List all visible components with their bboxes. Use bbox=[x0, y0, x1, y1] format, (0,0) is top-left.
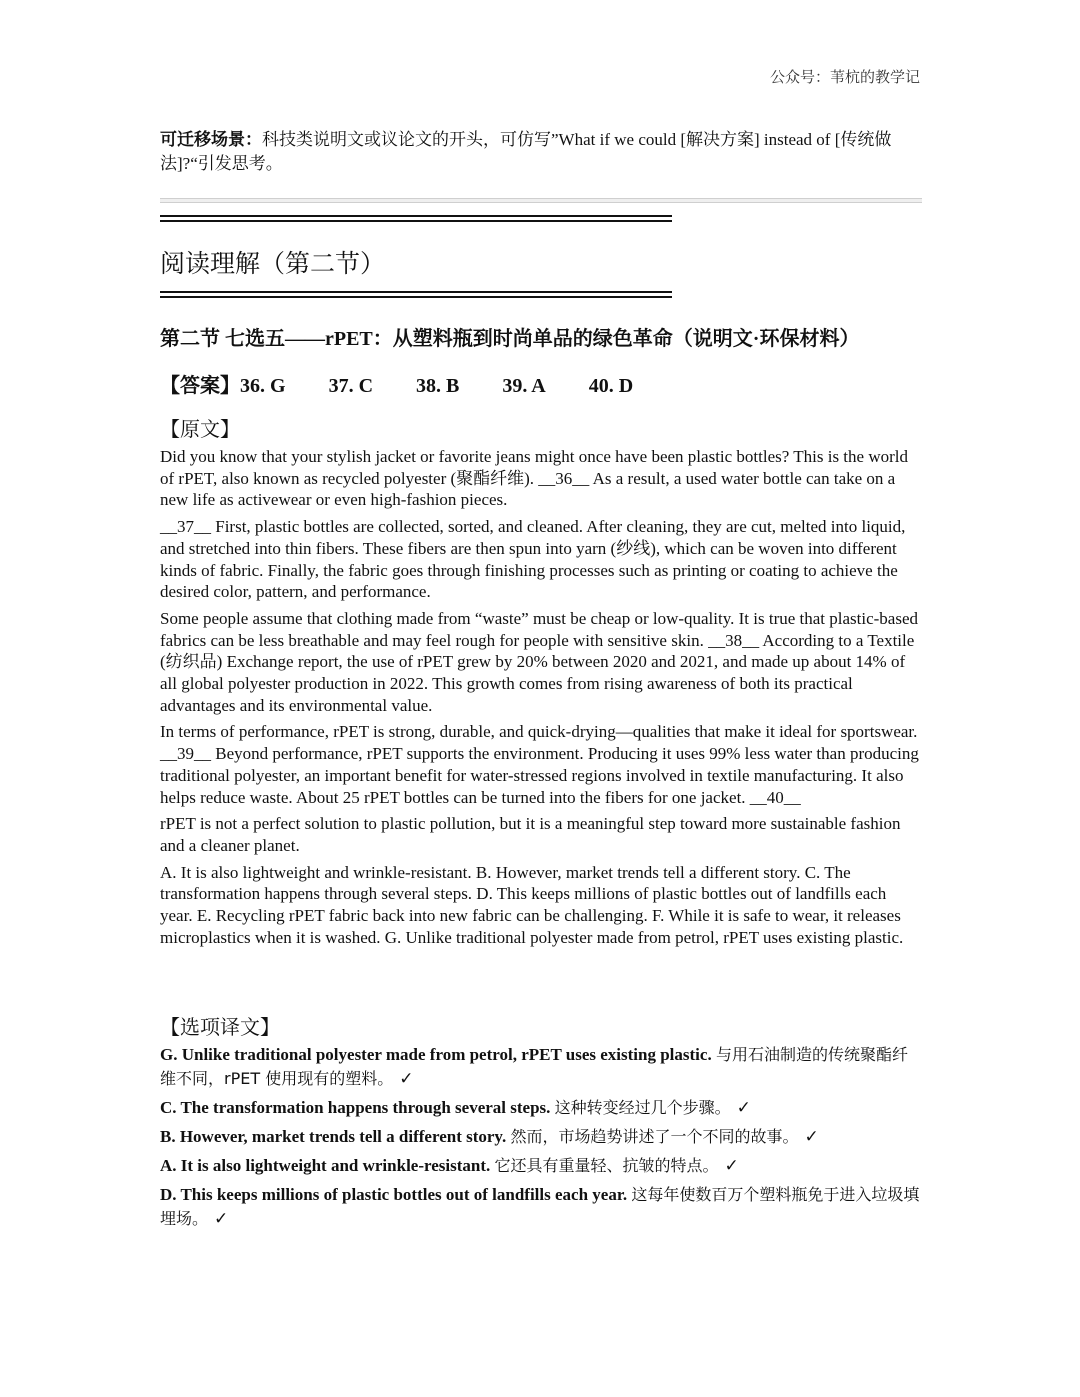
translation-zh: 它还具有重量轻、抗皱的特点。 bbox=[494, 1156, 719, 1175]
translation-zh: 这每年使数百万个塑料瓶免于进入垃圾填埋场。 bbox=[160, 1185, 920, 1228]
translation-en: C. The transformation happens through several steps. bbox=[160, 1098, 551, 1117]
translation-en: A. It is also lightweight and wrinkle-resistant. bbox=[160, 1156, 491, 1175]
translation-zh: 与用石油制造的传统聚酯纤维不同，rPET 使用现有的塑料。 bbox=[160, 1045, 908, 1088]
translation-item bbox=[160, 1125, 920, 1149]
section-divider bbox=[160, 198, 922, 203]
passage-paragraph: In terms of performance, rPET is strong, durable, and quick-drying—qualities that make it ideal for sportswear. __39__ Beyond performance, rPET supports the environment. Producing it uses 99% less water than producing traditional polyester, an important benefit for water-stressed regions involved in textile manufacturing. It also helps reduce waste. About 25 rPET bottles can be turned into the fibers for one jacket. __40__ bbox=[160, 722, 919, 807]
check-icon: ✓ bbox=[214, 1209, 229, 1229]
passage-paragraph: __37__ First, plastic bottles are collected, sorted, and cleaned. After cleaning, they are cut, melted into liquid, and stretched into thin fibers. These fibers are then spun into yarn (纱线), which can be woven into different kinds of fabric. Finally, the fabric goes through finishing processes such as printing or coating to achieve the desired color, pattern, and performance. bbox=[160, 517, 906, 602]
answer-item: 38. B bbox=[416, 375, 460, 397]
answer-label: 【答案】 bbox=[160, 375, 240, 397]
translation-en: G. Unlike traditional polyester made from petrol, rPET uses existing plastic. bbox=[160, 1045, 712, 1064]
passage-body bbox=[160, 446, 920, 953]
translation-item bbox=[160, 1096, 920, 1120]
check-icon: ✓ bbox=[724, 1156, 739, 1176]
title-rule-bottom bbox=[160, 291, 672, 298]
translation-heading: 【选项译文】 bbox=[160, 1017, 280, 1039]
check-icon: ✓ bbox=[399, 1069, 414, 1089]
translation-list bbox=[160, 1043, 920, 1236]
answer-item: 36. G bbox=[240, 375, 286, 397]
original-text-heading: 【原文】 bbox=[160, 419, 240, 441]
translation-item bbox=[160, 1183, 920, 1231]
check-icon: ✓ bbox=[804, 1127, 819, 1147]
answer-key bbox=[160, 369, 633, 398]
answer-item: 40. D bbox=[588, 375, 634, 397]
transfer-scene-text: 科技类说明文或议论文的开头，可仿写”What if we could [解决方案] instead of [传统做法]?“引发思考。 bbox=[160, 130, 892, 173]
answer-item: 37. C bbox=[328, 375, 374, 397]
passage-title: 第二节 七选五——rPET：从塑料瓶到时尚单品的绿色革命（说明文·环保材料） bbox=[160, 328, 860, 350]
translation-zh: 这种转变经过几个步骤。 bbox=[554, 1098, 731, 1117]
passage-paragraph: rPET is not a perfect solution to plastic pollution, but it is a meaningful step toward more sustainable fashion and a cleaner planet. bbox=[160, 814, 901, 855]
translation-item bbox=[160, 1043, 920, 1091]
transfer-scene-note bbox=[160, 128, 920, 176]
passage-paragraph: Did you know that your stylish jacket or favorite jeans might once have been plastic bottles? This is the world of rPET, also known as recycled polyester (聚酯纤维). __36__ As a result, a used water bottle can take on a new life as activewear or even high-fashion pieces. bbox=[160, 447, 908, 510]
title-rule-top bbox=[160, 215, 672, 222]
translation-en: D. This keeps millions of plastic bottles out of landfills each year. bbox=[160, 1185, 628, 1204]
translation-en: B. However, market trends tell a different story. bbox=[160, 1127, 507, 1146]
options-paragraph: A. It is also lightweight and wrinkle-resistant. B. However, market trends tell a different story. C. The transformation happens through several steps. D. This keeps millions of plastic bottles out of landfills each year. E. Recycling rPET fabric back into new fabric can be challenging. F. While it is safe to wear, it releases microplastics when it is washed. G. Unlike traditional polyester made from petrol, rPET uses existing plastic. bbox=[160, 862, 904, 947]
check-icon: ✓ bbox=[736, 1098, 751, 1118]
translation-item bbox=[160, 1154, 920, 1178]
transfer-scene-label: 可迁移场景： bbox=[160, 130, 262, 149]
passage-paragraph: Some people assume that clothing made from “waste” must be cheap or low-quality. It is true that plastic-based fabrics can be less breathable and may feel rough for people with sensitive skin. __38__ According to a Textile (纺织品) Exchange report, the use of rPET grew by 20% between 2020 and 2021, and made up about 14% of all global polyester production in 2022. This growth comes from rising awareness of both its practical advantages and its environmental value. bbox=[160, 608, 919, 715]
header-account: 公众号：苇杭的教学记 bbox=[769, 70, 920, 86]
translation-zh: 然而，市场趋势讲述了一个不同的故事。 bbox=[510, 1127, 799, 1146]
section-title: 阅读理解（第二节） bbox=[160, 251, 386, 278]
answer-item: 39. A bbox=[502, 375, 546, 397]
